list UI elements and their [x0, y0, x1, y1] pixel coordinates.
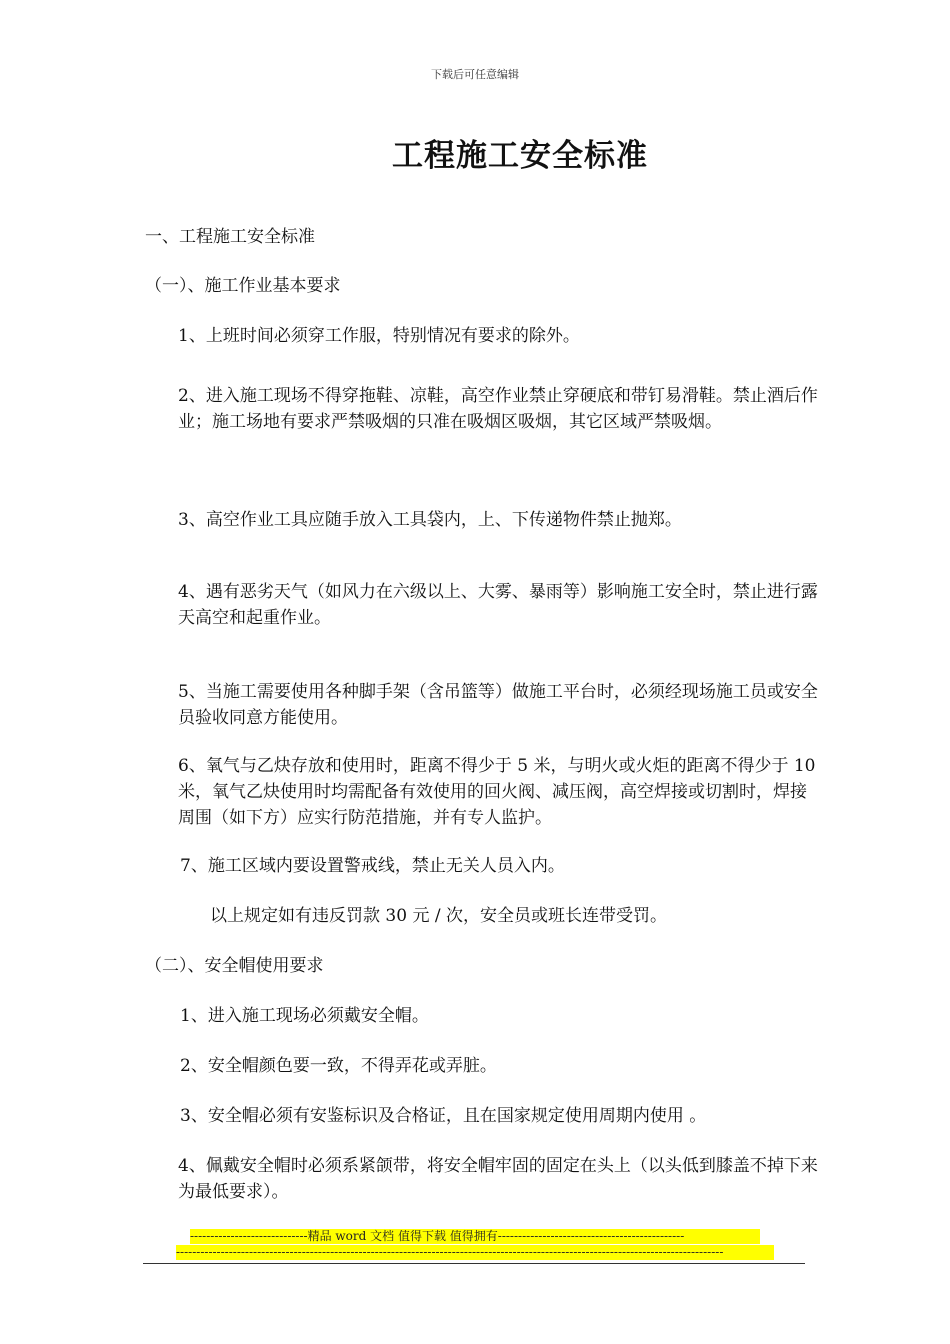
helmet-item-4: 4、佩戴安全帽时必须系紧颌带，将安全帽牢固的固定在头上（以头低到膝盖不掉下来为最低要求）。 — [178, 1156, 818, 1202]
header-note: 下载后可任意编辑 — [431, 68, 519, 81]
rule-item-3: 3、高空作业工具应随手放入工具袋内，上、下传递物件禁止抛郑。 — [178, 510, 682, 530]
document-title: 工程施工安全标准 — [392, 138, 648, 174]
section-heading: 一、工程施工安全标准 — [145, 227, 315, 247]
footer-banner-line-1: -----------------------------精品 word 文档 值得下载 值得拥有---------------------------------------------- — [190, 1229, 760, 1244]
helmet-item-1: 1、进入施工现场必须戴安全帽。 — [180, 1006, 429, 1026]
rule-item-4: 4、遇有恶劣天气（如风力在六级以上、大雾、暴雨等）影响施工安全时，禁止进行露天高空和起重作业。 — [178, 582, 818, 628]
helmet-item-2: 2、安全帽颜色要一致，不得弄花或弄脏。 — [180, 1056, 497, 1076]
subsection-heading-2: （二）、安全帽使用要求 — [145, 956, 324, 976]
rule-item-1: 1、上班时间必须穿工作服，特别情况有要求的除外。 — [178, 326, 580, 346]
penalty-note: 以上规定如有违反罚款 30 元 / 次，安全员或班长连带受罚。 — [210, 906, 667, 926]
rule-item-2: 2、进入施工现场不得穿拖鞋、凉鞋，高空作业禁止穿硬底和带钉易滑鞋。禁止酒后作业；施工场地有要求严禁吸烟的只准在吸烟区吸烟，其它区域严禁吸烟。 — [178, 386, 818, 432]
helmet-item-3: 3、安全帽必须有安鉴标识及合格证，且在国家规定使用周期内使用 。 — [180, 1106, 707, 1126]
rule-item-6: 6、氧气与乙炔存放和使用时，距离不得少于 5 米，与明火或火炬的距离不得少于 10 米，氧气乙炔使用时均需配备有效使用的回火阀、减压阀，高空焊接或切割时，焊接周围（如下方）应实行防范措施，并有专人监护。 — [178, 756, 816, 828]
footer-rule — [143, 1263, 805, 1264]
footer-banner-line-2: --------------------------------------------------------------------------------------------------------------------------------------- — [176, 1245, 774, 1260]
rule-item-5: 5、当施工需要使用各种脚手架（含吊篮等）做施工平台时，必须经现场施工员或安全员验收同意方能使用。 — [178, 682, 818, 728]
subsection-heading: （一）、施工作业基本要求 — [145, 276, 341, 296]
rule-item-7: 7、施工区域内要设置警戒线，禁止无关人员入内。 — [180, 856, 565, 876]
